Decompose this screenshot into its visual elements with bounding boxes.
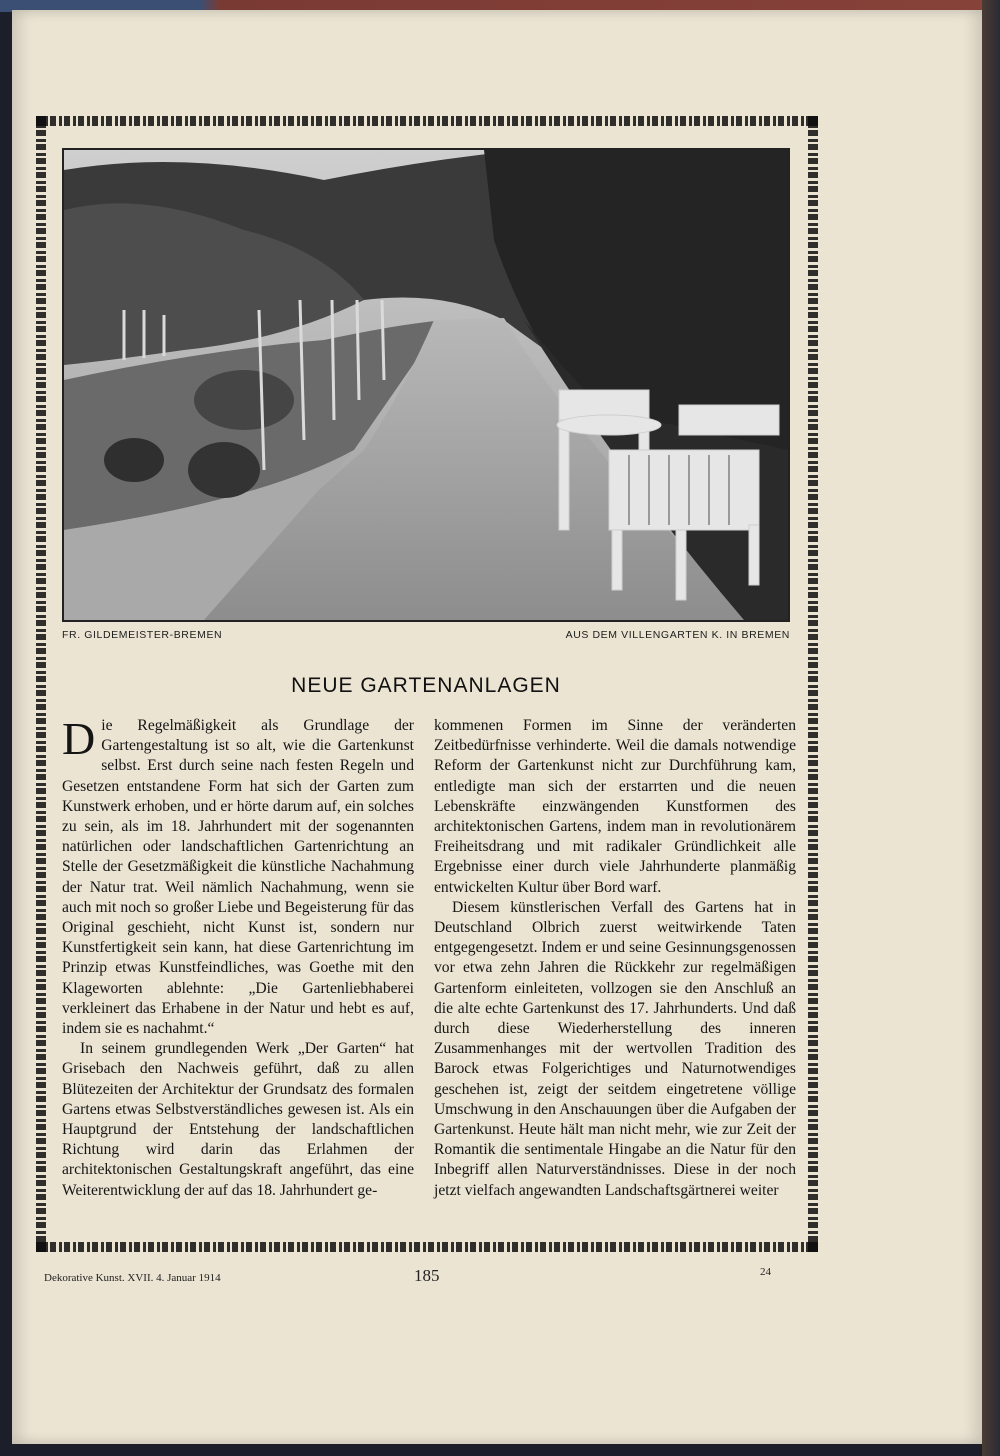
paragraph: kommenen Formen im Sinne der veränderten Zeitbedürfnisse verhinderte. Weil die damals notwendige Reform der Gartenkunst nicht zur Durchführung kam, entledigte man sich der erstarrten und die neuen Lebenskräfte einzwängenden Kunstformen des architektonischen Gartens, indem man in revolutionärem Freiheitsdrang und mit radikaler Gründlichkeit alle Ergebnisse einer durch viele Jahrhunderte planmäßig entwickelten Kultur über Bord warf. [434,717,796,896]
caption-photographer: FR. GILDEMEISTER-BREMEN [62,629,223,641]
page-footer [44,1266,784,1290]
garden-photo-image [64,150,788,620]
paragraph-text: ie Regelmäßigkeit als Grundlage der Gartengestaltung ist so alt, wie die Gartenkunst selbst. Erst durch seine nach festen Regeln und Gesetzen entstandene Form hat sich der Garten zum Kunstwerk erhoben, und er hörte darum auf, ein solches zu sein, als im 18. Jahrhundert mit der sogenannten natürlichen oder landschaftlichen Gartenrichtung an Stelle der Gesetzmäßigkeit die künstliche Nachahmung der Natur trat. Weil nämlich Nachahmung, wenn sie auch mit noch so großer Liebe und Begeisterung für das Original geschieht, nicht Kunst ist, sondern nur Kunstfertigkeit sein kann, hat diese Gartenrichtung im Prinzip etwas Kunstfeindliches, was Goethe mit den Klageworten ablehnte: „Die Gartenliebhaberei verkleinert das Erhabene in der Natur und hebt es auf, indem sie es nachahmt.“ [62,717,414,1038]
photo-caption [62,629,790,645]
text-column-right [434,716,796,1201]
paragraph [62,713,414,1039]
border-corner [808,1242,818,1252]
paragraph: In seinem grundlegenden Werk „Der Garten“ hat Grisebach den Nachweis geführt, daß zu allen Blütezeiten der Architektur der Grundsatz des formalen Gartens etwas Selbstverständliches gewesen ist. Als ein Hauptgrund der Entstehung der landschaftlichen Richtung wird darin das Erlahmen der architektonischen Gestaltungskraft angeführt, das eine Weiterentwicklung der auf das 18. Jahrhundert ge- [62,1040,414,1199]
drop-cap: D [62,713,96,764]
signature-mark: 24 [760,1266,771,1278]
journal-reference: Dekorative Kunst. XVII. 4. Januar 1914 [44,1272,221,1284]
paragraph: Diesem künstlerischen Verfall des Gartens hat in Deutschland Olbrich zuerst weitwirkende Taten entgegengesetzt. Indem er und seine Gesinnungsgenossen vor etwa zehn Jahren die Rückkehr zur regelmäßigen Gartenform einleiteten, vollzogen sie den Anschluß an die alte echte Gartenkunst des 17. Jahrhunderts. Und daß durch diese Wiederherstellung des inneren Zusammenhanges mit der wertvollen Tradition des Barock etwas Folgerichtiges und Naturnotwendiges geschehen ist, zeigt der seitdem eingetretene völlige Umschwung in den Anschauungen über die Aufgaben der Gartenkunst. Heute hält man nicht mehr, wie zur Zeit der Romantik die sentimentale Hingabe an die Natur für den Inbegriff allen Naturverständnisses. Diese in der noch jetzt vielfach angewandten Landschaftsgärtnerei weiter [434,898,796,1199]
book-spine-edge [982,0,1000,1456]
text-column-left [62,713,414,1201]
caption-title: AUS DEM VILLENGARTEN K. IN BREMEN [565,629,790,641]
border-right [808,116,818,1252]
border-bottom [36,1242,818,1252]
border-left [36,116,46,1252]
garden-photograph [62,148,790,622]
border-corner [808,116,818,126]
border-corner [36,1242,46,1252]
article-headline: NEUE GARTENANLAGEN [291,674,561,697]
border-corner [36,116,46,126]
page-number: 185 [414,1266,440,1285]
border-top [36,116,818,126]
